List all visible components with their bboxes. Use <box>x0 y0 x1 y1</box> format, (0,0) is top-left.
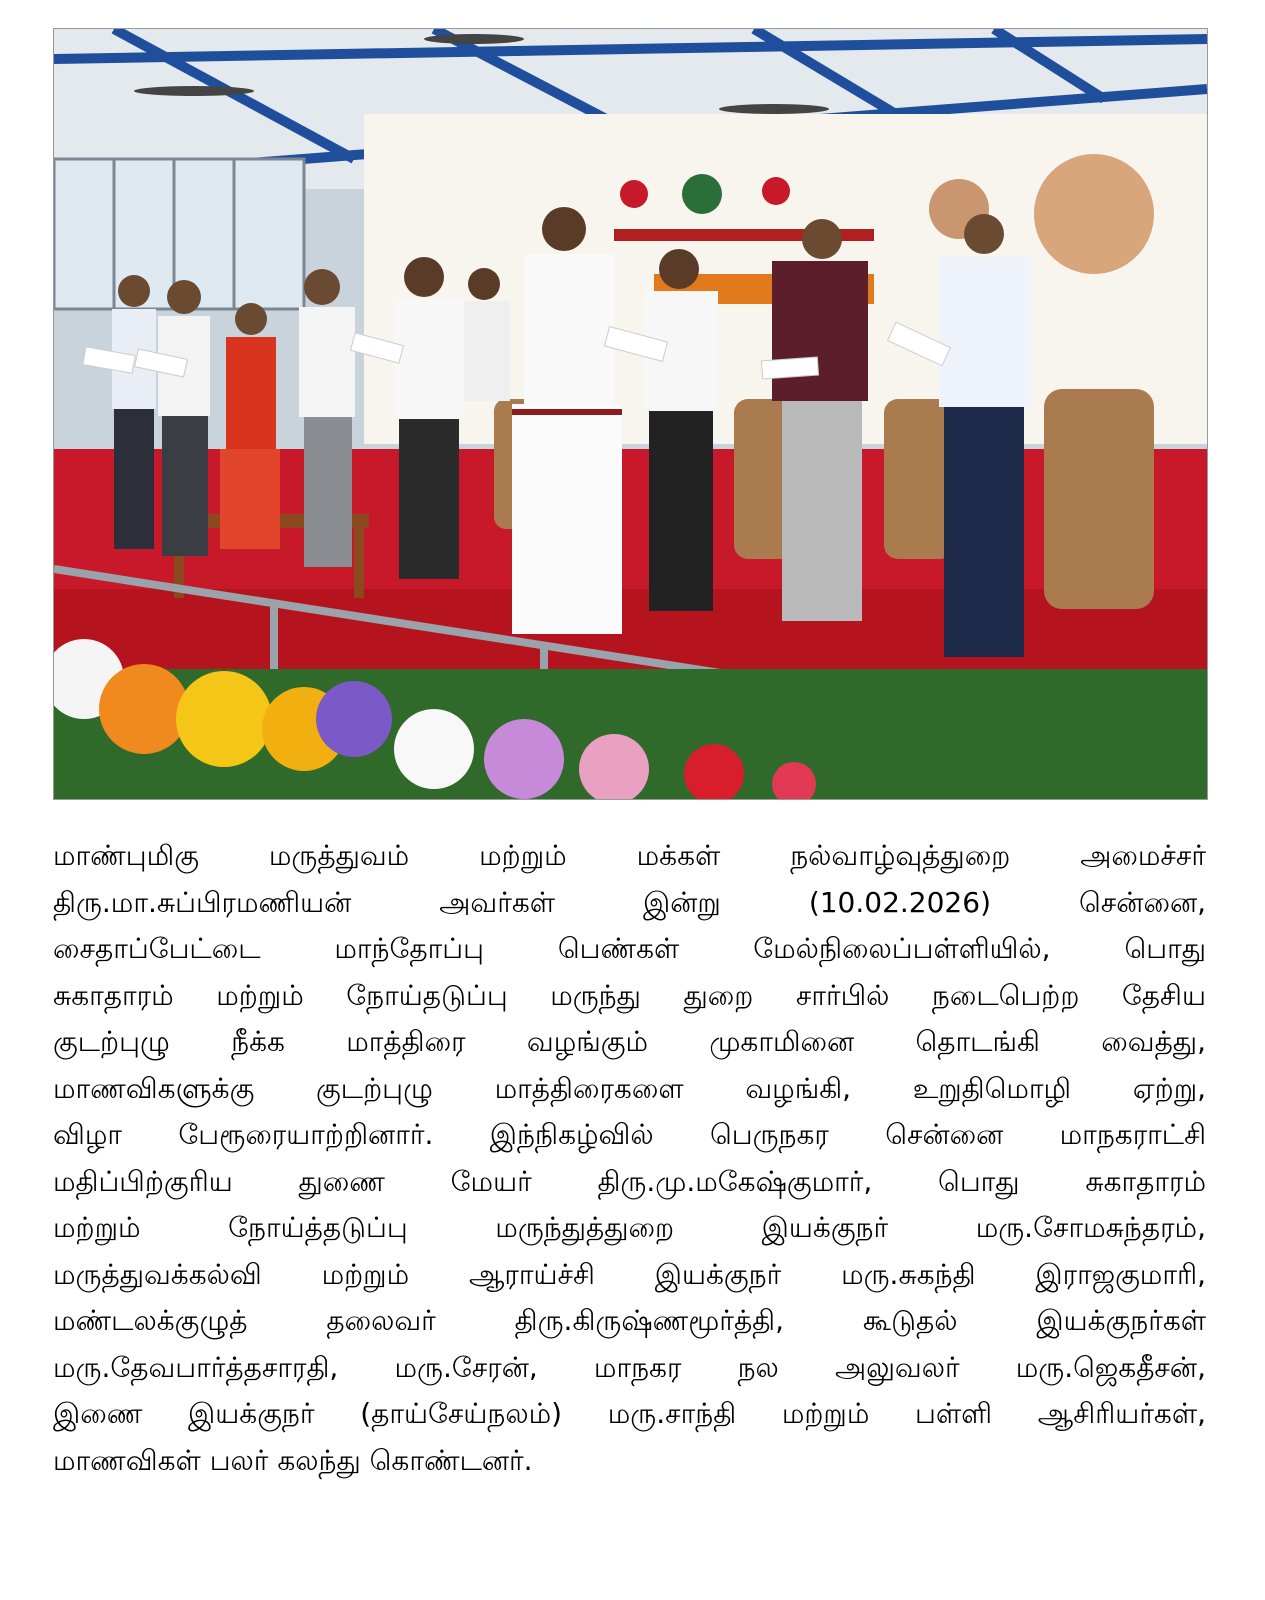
article-line: மருத்துவக்கல்வி மற்றும் ஆராய்ச்சி இயக்குநர் மரு.சுகந்தி இராஜகுமாரி, <box>53 1257 1206 1291</box>
article-line: மண்டலக்குழுத் தலைவர் திரு.கிருஷ்ணமூர்த்தி, கூடுதல் இயக்குநர்கள் <box>53 1304 1206 1337</box>
article-line: மாண்புமிகு மருத்துவம் மற்றும் மக்கள் நல்வாழ்வுத்துறை அமைச்சர் <box>53 839 1206 872</box>
article-line: குடற்புழு நீக்க மாத்திரை வழங்கும் முகாமினை தொடங்கி வைத்து, <box>53 1025 1206 1058</box>
event-photo <box>53 28 1208 800</box>
article-line: சுகாதாரம் மற்றும் நோய்தடுப்பு மருந்து துறை சார்பில் நடைபெற்ற தேசிய <box>53 978 1206 1012</box>
article-line: திரு.மா.சுப்பிரமணியன் அவர்கள் இன்று (10.02.2026) சென்னை, <box>53 885 1206 919</box>
event-photo-illustration <box>54 29 1207 799</box>
article-line: மாணவிகளுக்கு குடற்புழு மாத்திரைகளை வழங்கி, உறுதிமொழி ஏற்று, <box>53 1071 1206 1105</box>
tn-emblem-icon <box>682 174 722 214</box>
article-line: விழா பேரூரையாற்றினார். இந்நிகழ்வில் பெருநகர சென்னை மாநகராட்சி <box>53 1118 1206 1151</box>
dph-logo-icon <box>620 180 648 208</box>
article-line: இணை இயக்குநர் (தாய்சேய்நலம்) மரு.சாந்தி மற்றும் பள்ளி ஆசிரியர்கள், <box>53 1397 1206 1430</box>
article-line: மற்றும் நோய்த்தடுப்பு மருந்துத்துறை இயக்குநர் மரு.சோமசுந்தரம், <box>53 1211 1206 1244</box>
press-release-text <box>53 833 1206 1484</box>
article-line: மாணவிகள் பலர் கலந்து கொண்டனர். <box>53 1443 533 1477</box>
banner-portrait <box>1034 154 1154 274</box>
article-line: சைதாப்பேட்டை மாந்தோப்பு பெண்கள் மேல்நிலைப்பள்ளியில், பொது <box>53 932 1206 965</box>
article-line: மதிப்பிற்குரிய துணை மேயர் திரு.மு.மகேஷ்குமார், பொது சுகாதாரம் <box>53 1164 1206 1198</box>
article-line: மரு.தேவபார்த்தசாரதி, மரு.சேரன், மாநகர நல அலுவலர் மரு.ஜெகதீசன், <box>53 1350 1206 1384</box>
family-welfare-logo-icon <box>762 177 790 205</box>
